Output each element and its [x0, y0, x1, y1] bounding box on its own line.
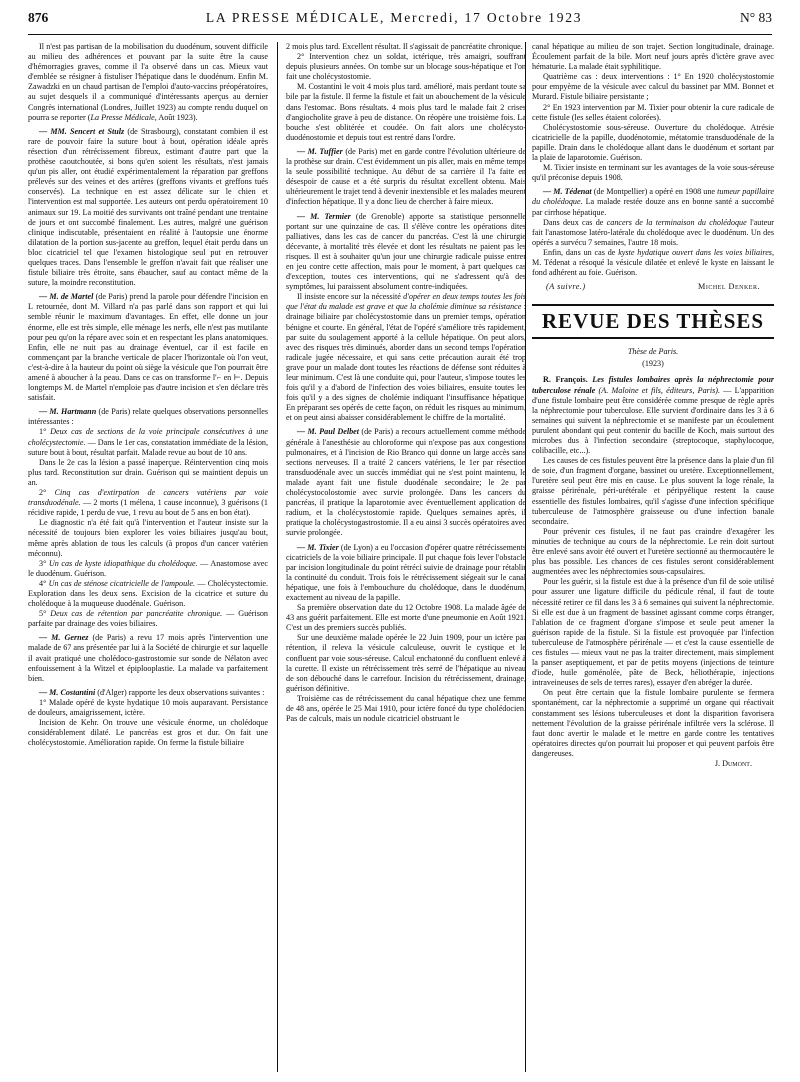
journal-title: LA PRESSE MÉDICALE, Mercredi, 17 Octobre 1923	[205, 10, 583, 25]
paragraph: — M. Hartmann (de Paris) relate quelques observations personnelles intéressantes :	[28, 407, 268, 427]
paragraph: 3° Un cas de kyste idiopathique du cholédoque. — Anastomose avec le duodénum. Guérison.	[28, 558, 268, 578]
to-be-continued: (A suivre.)	[546, 282, 586, 292]
paragraph: 2° Intervention chez un soldat, ictérique, très amaigri, souffrant depuis plusieurs années. On tombe sur un blocage sous-hépatique et l'on fait une cholécystostomie.	[286, 52, 526, 82]
paragraph: Sur une deuxième malade opérée le 22 Juin 1909, pour un ictère par rétention, il releva la vésicule calculeuse, ouvrit le cystique et le confluent par voie sous-séreuse. Calcul enchatonné du confluent enlevé à la curette. Il existe un rétrécissement très serré de l'hépatique au niveau de son débouché dans le carrefour. Incision du rétrécissement, drainage, guérison définitive.	[286, 633, 526, 693]
paragraph: M. Tixier insiste en terminant sur les avantages de la voie sous-séreuse qu'il préconise depuis 1908.	[532, 163, 774, 183]
issue-number: N° 83	[739, 10, 772, 25]
paragraph: canal hépatique au milieu de son trajet. Section longitudinale, drainage. Écoulement parfait de la bile. Mort neuf jours après d'ictère grave avec hématurie. La malade était syphilitique.	[532, 42, 774, 72]
paragraph: Pour prévenir ces fistules, il ne faut pas craindre d'exagérer les minuties de technique au cours de la néphrectomie. Le rein doit surtout être enlevé sans avoir été ouvert et l'uretère sectionné au thermocautère le plus bas possible. Les chances de ces fistules seront considérablement augmentées avec les néphrectomies sous-capsulaires.	[532, 526, 774, 577]
paragraph: Incision de Kehr. On trouve une vésicule énorme, un cholédoque considérablement dilaté. Le pancréas est gros et dur. On fait une cholécystostomie. Amélioration rapide. On ferme la fistule biliaire	[28, 718, 268, 748]
paragraph: — M. de Martel (de Paris) prend la parole pour défendre l'incision en L retournée, dont M. Villard n'a pas parlé dans son rapport et qui lui semble réunir le maximum d'avantages. En effet, elle donne un jour énorme, elle est très simple, elle ménage les nerfs, elle n'est pas mutilante pour peu qu'on la répare avec soin et en respectant les plans anatomiques. Enfin, elle ne nuit pas au drainage éventuel, car il est facile en commençant par la branche verticale de placer l'horizontale où l'on veut, c'est-à-dire à la hauteur du point où siège la vésicule que l'on pourrait être amené à aboucher à la peau. Dans ce cas on transforme l'⌐ en ⊢. Depuis longtemps M. de Martel n'emploie pas d'autre incision et s'en déclare très satisfait.	[28, 292, 268, 403]
text-column-1	[28, 42, 268, 1078]
paragraph: Enfin, dans un cas de kyste hydatique ouvert dans les voies biliaires, M. Tédenat a résoqué la vésicule dilatée et enlevé le kyste en laissant le fond adhérent au foie. Guérison.	[532, 247, 774, 278]
paragraph: On peut être certain que la fistule lombaire purulente se fermera spontanément, car la néphrectomie a supprimé un organe qui réactivait constamment ses lésions tuberculeuses et dont la disparition favorisera nettement l'évolution de la graisse périrénale infiltrée vers la sclérose. Il faut donc avertir le malade et le mettre en garde contre les tentatives opératoires directes qu'on pourrait lui proposer et qui peuvent parfois être dangereuses.	[532, 688, 774, 758]
paragraph: 5° Deux cas de rétention par pancréatite chronique. — Guérison parfaite par drainage des voies biliaires.	[28, 609, 268, 629]
paragraph: 2 mois plus tard. Excellent résultat. Il s'agissait de pancréatite chronique.	[286, 42, 523, 51]
paragraph: Pour les guérir, si la fistule est due à la présence d'un fil de soie utilisé pour assurer une ligature difficile du pédicule rénal, il faut de toute nécessité retirer ce fil dans les 3 à 6 semaines qui suivent la néphrectomie. Si elle est due à un fragment de bassinet agissant comme corps étranger, l'ablation de ce fragment d'organe s'impose et seule peut amener la guérison rapide de la fistule. Si la fistule est provoquée par l'infection tuberculeuse de l'atmosphère périrénale — et c'est la cause essentielle de ces fistules — mieux vaut ne pas la traiter directement, mais simplement la panser aseptiquement, et par de petits moyens (injections de teinture d'iode, huile goménolée, pâte de Beck, héliothérapie, injections intraveineuses de sels de terres rares), essayer d'en abréger la durée.	[532, 577, 774, 688]
thesis-review: R. François. Les fistules lombaires après la néphrectomie pour tuberculose rénale (A. Maloine et fils, éditeurs, Paris). — L'apparition d'une fistule lombaire peut être considérée comme presque de règle après la néphrectomie pour tuberculose. Elle survient d'ordinaire dans les 3 à 6 semaines qui suivent la néphrectomie et se manifeste par un écoulement purulent abondant qui peut contenir du bacille de Koch, mais surtout des microbes dus à l'infection secondaire (streptocoque, staphylocoque, colibacille, etc...).	[532, 375, 774, 456]
text-column-3	[532, 42, 774, 1078]
paragraph: Dans le 2e cas la lésion a passé inaperçue. Réintervention cinq mois plus tard. Reconstitution sur drain. Guérison qui se maintient depuis un an.	[28, 457, 268, 487]
paragraph: Cholécystostomie sous-séreuse. Ouverture du cholédoque. Atrésie cicatricielle de la papille, duodénotomie, métatomie transduodénale de la papille. Drain dans le cholédoque allant dans le duodénum et sortant par la plaie de laparotomie. Guérison.	[532, 122, 774, 163]
column-divider	[277, 42, 278, 1072]
paragraph: Il n'est pas partisan de la mobilisation du duodénum, souvent difficile au milieu des adhérences et pouvant par la suite être la cause d'hémorragies graves, comme il l'a observé dans un cas. Mieux vaut d'emblée se résigner à fistuliser l'hépatique dans le duodénum. Enfin M. Zawadzki en un chaud partisan de l'emploi d'auto-vaccins préopératoires, au sujet desquels il a communiqué d'intéressants aperçus au dernier Congrès international (Londres, Juillet 1923) au compte rendu duquel on pourra se reporter (La Presse Médicale, Août 1923).	[28, 42, 268, 122]
author-name: Michel Denker.	[698, 282, 760, 292]
paragraph: — M. Tuffier (de Paris) met en garde contre l'évolution ultérieure de la prothèse sur drain. C'est évidemment un pis aller, mais en même temps la seule possibilité technique. Au début de sa carrière il l'a faite en désespoir de cause et a été surpris du résultat excellent obtenu. Mais ultérieurement le trajet tend à devenir inextensible et les malades meurent d'infection hépatique. Il y a donc lieu de chercher à faire mieux.	[286, 146, 526, 207]
paragraph: 1° Deux cas de sections de la voie principale consécutives à une cholécystectomie. — Dans le 1er cas, constatation immédiate de la lésion, suture bout à bout, résultat parfait. Malade revue au bout de 10 ans.	[28, 427, 268, 457]
thesis-heading: Thèse de Paris.	[627, 347, 679, 357]
paragraph: — M. Tédenat (de Montpellier) a opéré en 1908 une tumeur papillaire du cholédoque. La malade restée douze ans en bonne santé a succombé par cirrhose hépatique.	[532, 187, 774, 217]
article-signature	[532, 282, 774, 292]
review-author: J. Dumont.	[714, 759, 752, 768]
paragraph: Sa première observation date du 12 Octobre 1908. La malade âgée de 43 ans guérit parfaitement. Elle est morte d'une pneumonie en Août 1921. C'est un des premiers succès publiés.	[286, 603, 526, 633]
paragraph: 2° Cinq cas d'extirpation de cancers vatériens par voie transduodénale. — 2 morts (1 mélena, 1 cause inconnue), 3 guérisons (1 récidive rapide, 1 perdu de vue, 1 revu au bout de 5 ans en bon état).	[28, 488, 268, 518]
paragraph: — M. Tixier (de Lyon) a eu l'occasion d'opérer quatre rétrécissements cicatriciels de la voie biliaire principale. Il put chaque fois lever l'obstacle par incision longitudinale du point rétréci suivie de drainage pour rétablir la continuité du conduit. Trois fois le rétrécissement siégeait sur le canal hépatique, une fois à l'embouchure du cholédoque, dans le duodénum, exactement au niveau de la papille.	[286, 542, 526, 602]
paragraph: — M. Termier (de Grenoble) apporte sa statistique personnelle portant sur une quinzaine de cas. Il s'élève contre les opérations dites palliatives, dans les cas de cancer du pancréas. C'est là une chirurgie décevante, à mortalité très élevée et dont les résultats ne paient pas les risques. Il est à souhaiter qu'un jour une chirurgie radicale puisse entrer en jeu contre cette affection, mais pour le moment, à part quelques cas d'exception, toutes ces interventions, qui ne s'adressent qu'à des symptômes, lui paraissent absolument contre-indiquées.	[286, 211, 526, 292]
paragraph: — M. Paul Delbet (de Paris) a recours actuellement comme méthode générale à l'anesthésie au chloroforme qui n'expose pas aux congestions pulmonaires, et à l'incision de Rio Branco qui donne un large accès sans sections nerveuses. Il a traité 2 cancers vatériens, le 1er par résection transduodénale avec un succès immédiat qui ne s'est point maintenu, le malade ayant fait une fistule duodénale secondaire; le 2e par cholécystocolostomie avec survie prolongée. Dans les cancers du pancréas, il pratique la laparotomie avec éventuellement application de radium, et la cholécystostomie rapide. Quelques semaines après, il pratique la cholécystogastrostomie. Il a eu ainsi 3 succès opératoires avec survie prolongée.	[286, 427, 526, 538]
paragraph: Les causes de ces fistules peuvent être la présence dans la plaie d'un fil de soie, d'un fragment d'organe, bassinet ou uretère. Exceptionnellement, l'uretère seul peut être mis en cause. Le plus souvent la loge rénale, la graisse périrénale, péri-urétérale et péripyélique restent la cause essentielle des fistules lombaires, qu'il s'agisse d'une infection spécifique tuberculeuse de l'atmosphère graisseuse ou d'une infection banale secondaire.	[532, 456, 774, 526]
paragraph: 2° En 1923 intervention par M. Tixier pour obtenir la cure radicale de cette fistule (les selles étaient colorées).	[532, 102, 774, 122]
paragraph: Troisième cas de rétrécissement du canal hépatique chez une femme de 48 ans, opérée le 25 Mai 1910, pour ictère foncé du type cholédocien. Pas de calculs, mais un nodule cicatriciel obstruant le	[286, 693, 526, 724]
page-number: 876	[28, 10, 49, 25]
paragraph: — M. Costantini (d'Alger) rapporte les deux observations suivantes :	[39, 687, 265, 697]
paragraph: — MM. Sencert et Stulz (de Strasbourg), constatant combien il est rare de pouvoir faire la suture bout à bout, opération idéale après résection d'un rétrécissement fibreux, estimant d'autre part que la prothèse caoutchoutée, si bons qu'en soient les résultats, n'est jamais qu'un pis aller, ont étudié expérimentalement la réparation par greffons prélevés sur des veines et des artères (greffons vivants et greffons tués conservés). La technique en est assez délicate sur le chien et l'intervention est mal supportée. Les auteurs ont perdu opératoirement 10 animaux sur 19. La moitié des survivants ont traîné pendant une trentaine de jours et ont succombé finalement. Les autres, malgré une guérison clinique indiscutable, présentaient en réalité à l'autopsie une énorme dilatation de la portion sus-jacente au greffon, lequel était perdu dans un bloc cicatriciel tel que l'examen histologique seul put en retrouver quelques traces. Dans l'ensemble le greffon n'avait fait que réaliser une fistule biliaire très étroite, sans ébaucher, sauf au contact même de la suture, la moindre reconstitution.	[28, 126, 268, 288]
thesis-year: (1923)	[642, 359, 664, 369]
section-title: REVUE DES THÈSES	[532, 304, 774, 339]
paragraph: 4° Un cas de sténose cicatricielle de l'ampoule. — Cholécystectomie. Exploration dans les deux sens. Excision de la cicatrice et suture du cholédoque à la muqueuse duodénale. Guérison.	[28, 578, 268, 609]
paragraph: — M. Gernez (de Paris) a revu 17 mois après l'intervention une malade de 67 ans présentée par lui à la Société de chirurgie et sur laquelle il avait pratiqué une cholédoco-gastrostomie sur sonde de Nélaton avec enfouissement à la Witzel et épiplooplastie. La malade va parfaitement bien.	[28, 633, 268, 683]
paragraph: Quatrième cas : deux interventions : 1° En 1920 cholécystostomie pour empyème de la vésicule avec calcul du bassinet par MM. Bonnet et Murard. Fistule biliaire persistante ;	[532, 72, 774, 102]
paragraph: 1° Malade opéré de kyste hydatique 10 mois auparavant. Persistance de douleurs, amaigrissement, ictère.	[28, 697, 268, 717]
page-header	[28, 10, 772, 35]
paragraph: Le diagnostic n'a été fait qu'à l'intervention et l'auteur insiste sur la nécessité de toujours bien explorer les voies biliaires jusqu'au bout, même après ablation de tous les calculs (à propos d'un cancer vatérien méconnu).	[28, 518, 268, 558]
paragraph: M. Costantini le voit 4 mois plus tard. amélioré, mais perdant toute sa bile par la fistule. Il ferme la fistule et fait un abouchement de la vésicule dans l'estomac. Bons résultats. 4 mois plus tard le malade fait 2 crises d'angiocholite grave à peu de distance. On réopère une troisième fois. La bouche s'est oblitérée et coudée. On fait alors une cholécysto-duodénostomie et depuis tout est rentré dans l'ordre.	[286, 82, 526, 142]
paragraph: Dans deux cas de cancers de la terminaison du cholédoque l'auteur fait l'anastomose latéro-latérale du cholédoque avec le duodénum. Un des opérés a survécu 7 semaines, l'autre 18 mois.	[532, 217, 774, 247]
paragraph: Il insiste encore sur la nécessité d'opérer en deux temps toutes les fois que l'état du malade est grave et que la cholémie diminue sa résistance : drainage biliaire par cholécystostomie dans un premier temps, opération bénigne et courte. En général, l'état de l'opéré s'améliore très rapidement, par suite du soulagement apporté à la cellule hépatique. On peut alors, avec des risques très diminués, aborder dans un second temps l'opération radicale jugée nécessaire, et qui sans cette précaution aurait été trop grave pour un malade dont toutes les réactions de défense sont réduites à leur minimum. C'est là une conduite qui, pour l'auteur, s'impose toutes les fois qu'il y a d'abord de l'infection des voies biliaires, ensuite toutes les fois qu'il y a des signes de cholémie indiquant l'insuffisance hépatique. En préparant ses opérés de cette façon, on réduit les risques au minimum, et on peut ainsi abaisser considérablement le chiffre de la mortalité.	[286, 292, 526, 423]
text-column-2	[286, 42, 526, 1078]
